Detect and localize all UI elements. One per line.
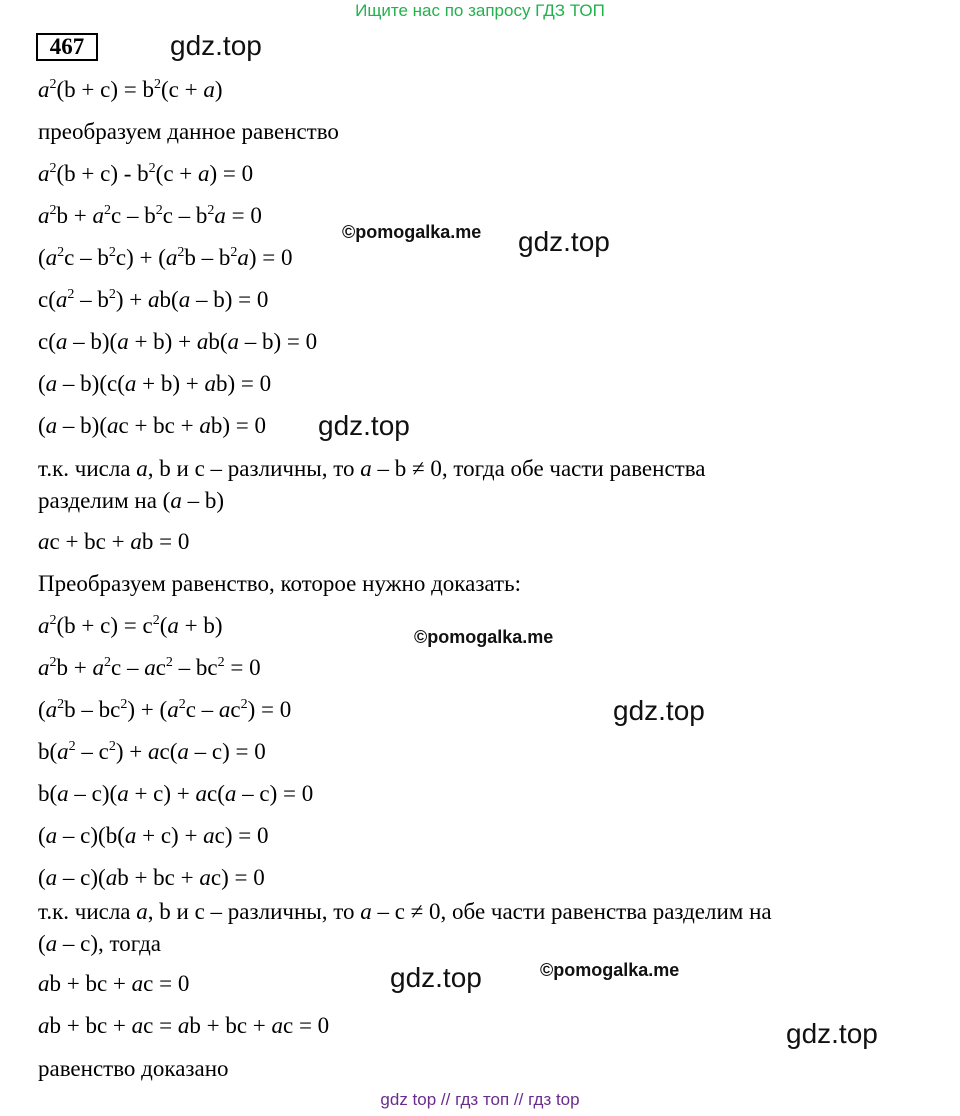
watermark-gdz: gdz.top bbox=[786, 1018, 878, 1049]
solution-line: $(a^2b - bc^2) + (a^2c - ac^2) = 0$ bbox=[38, 697, 292, 722]
solution-line: ab + bc + ac = 0 bbox=[38, 971, 190, 996]
solution-line: т.к. числа a, b и c – различны, то a – b ≠ 0, тогда обе части равенства bbox=[38, 456, 706, 481]
watermark-pomogalka: ©pomogalka.me bbox=[540, 960, 680, 980]
solution-line: $a^2(b + c) = b^2(c + a)$ bbox=[38, 77, 223, 102]
solution-line: $a^2b + a^2c - b^2c - b^2a = 0$ bbox=[38, 203, 262, 228]
solution-line: ab + bc + ac = ab + bc + ac = 0 bbox=[38, 1013, 330, 1038]
solution-line: Преобразуем равенство, которое нужно доказать: bbox=[38, 571, 521, 596]
solution-line: c(a – b)(a + b) + ab(a – b) = 0 bbox=[38, 329, 318, 354]
solution-line: ac + bc + ab = 0 bbox=[38, 529, 190, 554]
solution-line: (a – c)(ab + bc + ac) = 0 bbox=[38, 865, 265, 890]
solution-line: b(a – c)(a + c) + ac(a – c) = 0 bbox=[38, 781, 314, 806]
solution-line: $a^2(b + c) - b^2(c + a) = 0$ bbox=[38, 161, 254, 186]
watermark-gdz: gdz.top bbox=[170, 30, 262, 61]
watermark-pomogalka: ©pomogalka.me bbox=[414, 627, 554, 647]
footer-links[interactable]: gdz top // гдз топ // гдз top bbox=[380, 1090, 580, 1109]
solution-line: $(a^2c - b^2c) + (a^2b - b^2a) = 0$ bbox=[38, 245, 293, 270]
solution-line: т.к. числа a, b и c – различны, то a – c ≠ 0, обе части равенства разделим на bbox=[38, 899, 772, 924]
search-banner[interactable]: Ищите нас по запросу ГДЗ ТОП bbox=[355, 1, 605, 20]
problem-number: 467 bbox=[36, 33, 98, 61]
solution-line: (a – b)(ac + bc + ab) = 0 bbox=[38, 413, 266, 438]
watermark-gdz: gdz.top bbox=[613, 695, 705, 726]
solution-line: (a – c)(b(a + c) + ac) = 0 bbox=[38, 823, 269, 848]
watermark-pomogalka: ©pomogalka.me bbox=[342, 222, 482, 242]
solution-line: $a^2(b + c) = c^2(a + b)$ bbox=[38, 613, 223, 638]
solution-line: преобразуем данное равенство bbox=[38, 119, 339, 144]
watermark-gdz: gdz.top bbox=[518, 226, 610, 257]
watermark-gdz: gdz.top bbox=[318, 410, 410, 441]
solution-line: разделим на (a – b) bbox=[38, 488, 224, 513]
solution-line: $b(a^2 - c^2) + ac(a - c) = 0$ bbox=[38, 739, 266, 764]
solution-line: (a – b)(c(a + b) + ab) = 0 bbox=[38, 371, 272, 396]
watermark-gdz: gdz.top bbox=[390, 962, 482, 993]
solution-line: $c(a^2 - b^2) + ab(a - b) = 0$ bbox=[38, 287, 269, 312]
solution-line: (a – c), тогда bbox=[38, 931, 161, 956]
solution-line: $a^2b + a^2c - ac^2 - bc^2 = 0$ bbox=[38, 655, 261, 680]
solution-line: равенство доказано bbox=[38, 1056, 229, 1081]
